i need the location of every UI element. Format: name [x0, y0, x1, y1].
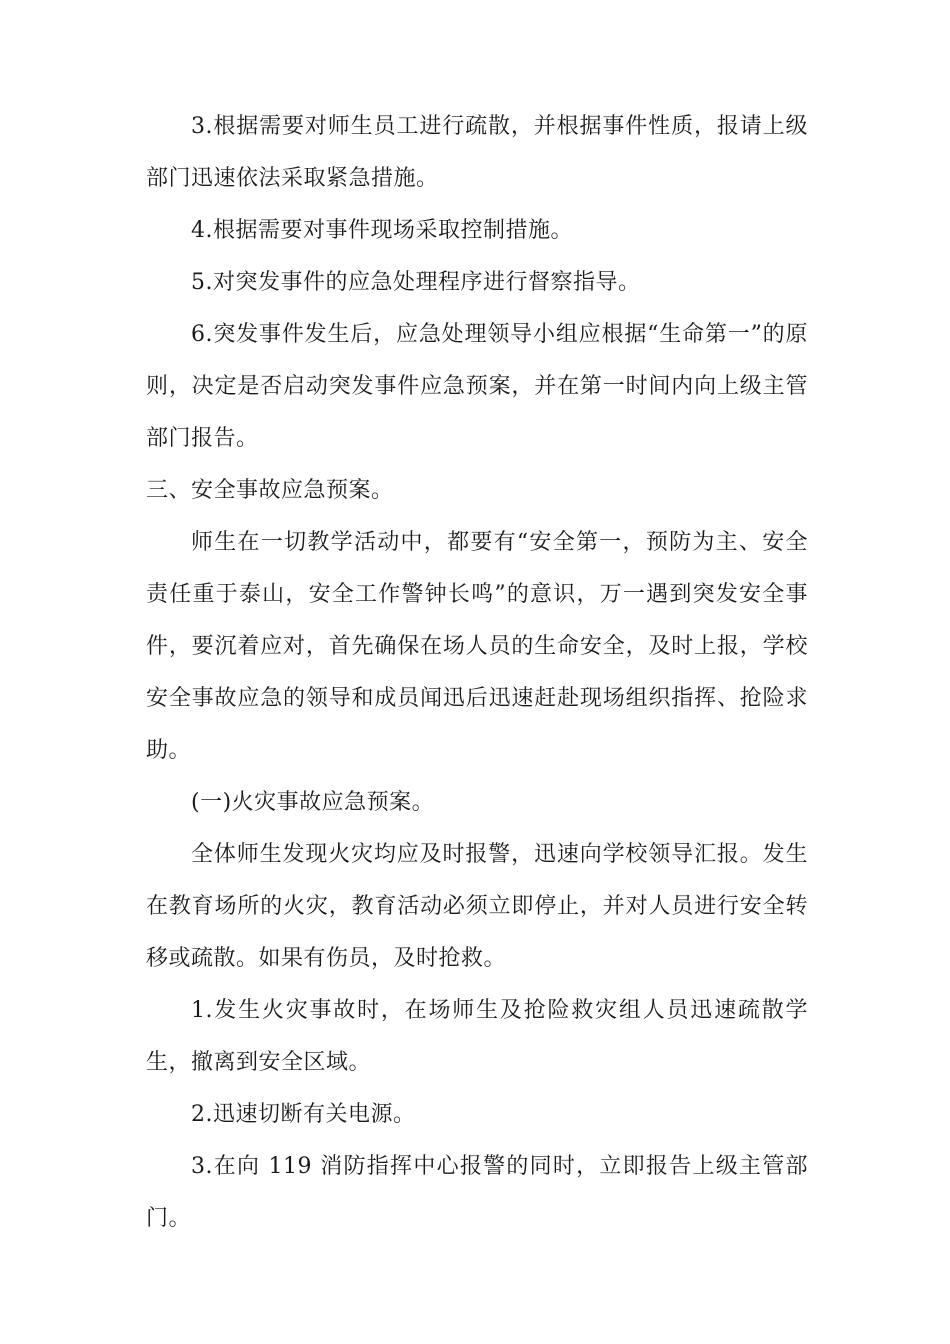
paragraph-call-119: 3.在向 119 消防指挥中心报警的同时，立即报告上级主管部门。	[146, 1154, 808, 1231]
section-heading-safety-plan: 三、安全事故应急预案。	[146, 478, 394, 503]
paragraph-fire-report: 全体师生发现火灾均应及时报警，迅速向学校领导汇报。发生在教育场所的火灾，教育活动必须立即停止，并对人员进行安全转移或疏散。如果有伤员，及时抢救。	[146, 842, 808, 971]
paragraph-safety-awareness: 师生在一切教学活动中，都要有“安全第一，预防为主、安全责任重于泰山，安全工作警钟长鸣”的意识，万一遇到突发安全事件，要沉着应对，首先确保在场人员的生命安全，及时上报，学校安全事故应急的领导和成员闻迅后迅速赶赴现场组织指挥、抢险求助。	[146, 530, 808, 763]
paragraph-fire-evacuation: 1.发生火灾事故时，在场师生及抢险救灾组人员迅速疏散学生，撤离到安全区域。	[146, 998, 808, 1075]
subheading-fire-plan: (一)火灾事故应急预案。	[191, 790, 435, 815]
paragraph-supervision: 5.对突发事件的应急处理程序进行督察指导。	[191, 270, 641, 295]
paragraph-site-control: 4.根据需要对事件现场采取控制措施。	[191, 218, 573, 243]
paragraph-life-first: 6.突发事件发生后，应急处理领导小组应根据“生命第一”的原则，决定是否启动突发事件应急预案，并在第一时间内向上级主管部门报告。	[146, 322, 808, 451]
paragraph-cut-power: 2.迅速切断有关电源。	[191, 1102, 416, 1127]
paragraph-evacuation: 3.根据需要对师生员工进行疏散，并根据事件性质，报请上级部门迅速依法采取紧急措施。	[146, 114, 808, 191]
document-body	[146, 101, 808, 1245]
